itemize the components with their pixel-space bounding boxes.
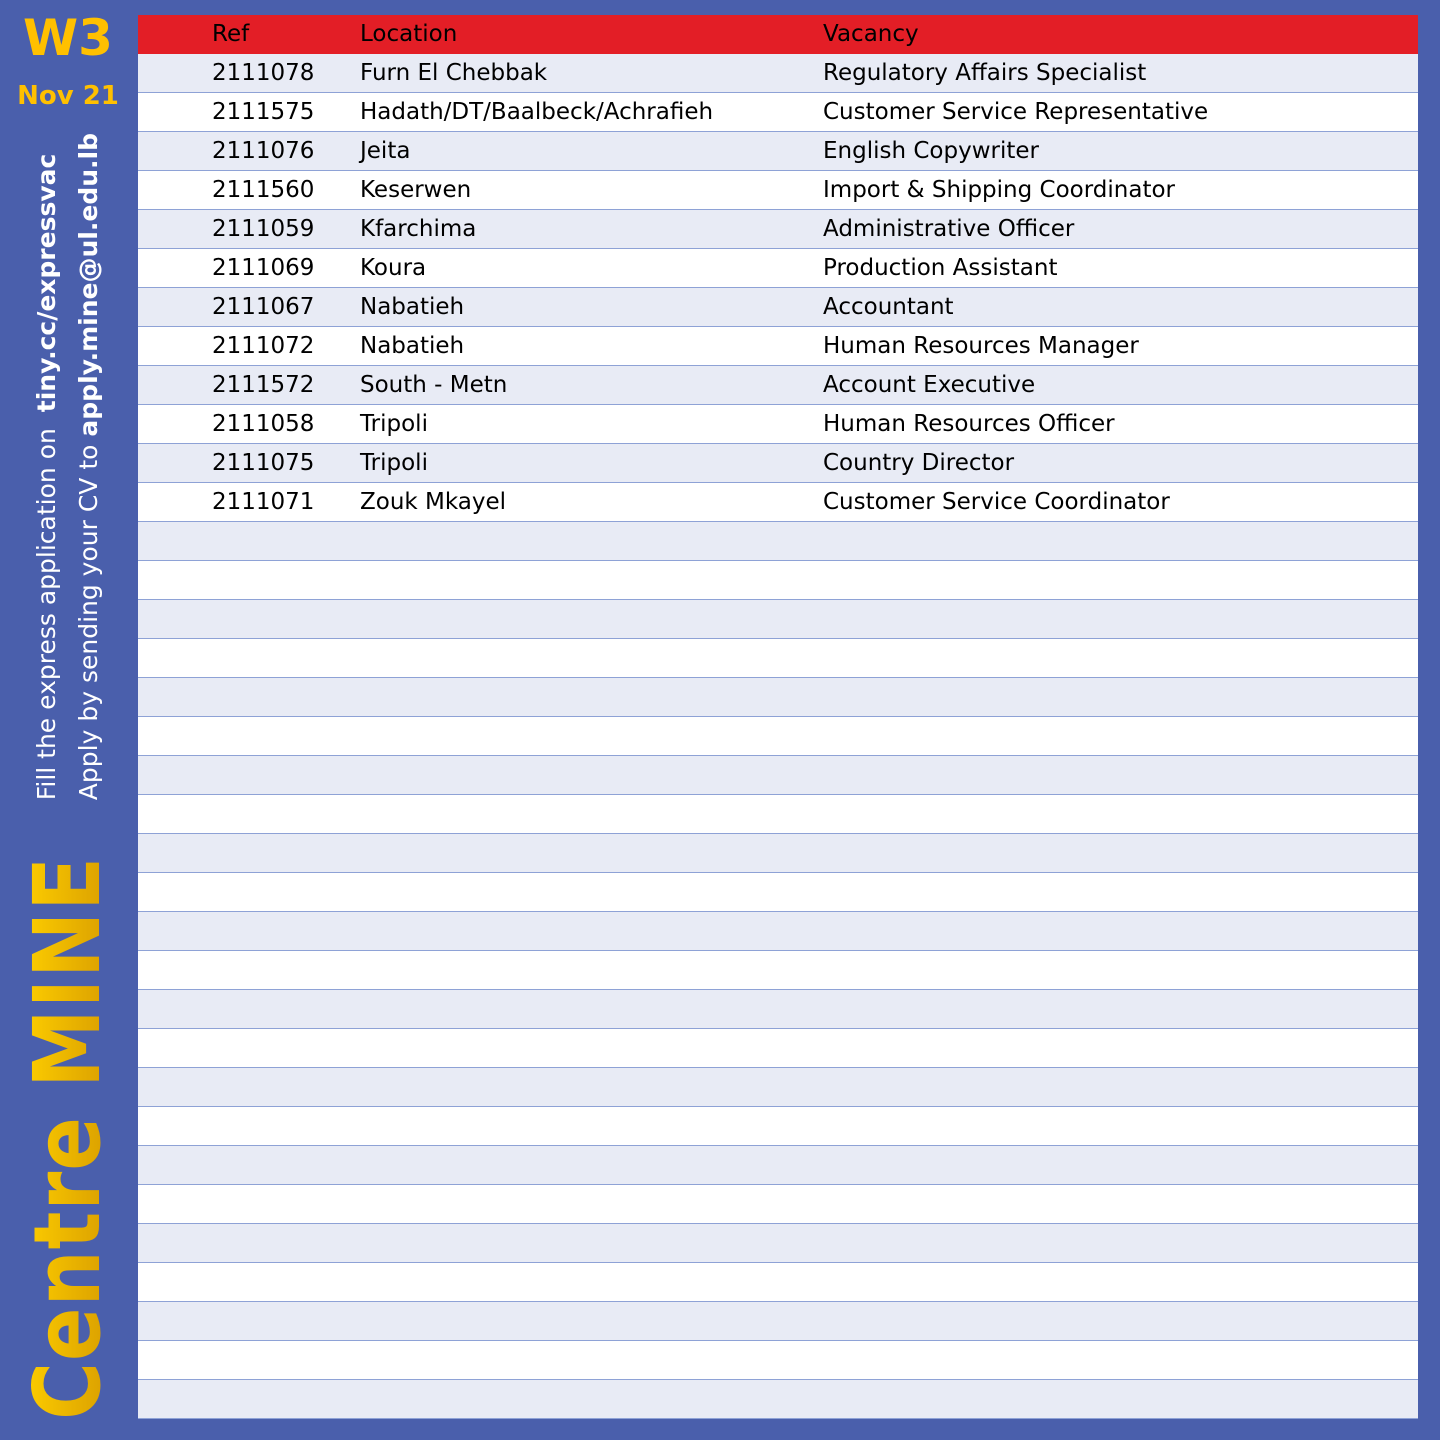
cell-vacancy [823,951,1418,989]
table-row [138,54,1418,93]
cell-vacancy [823,834,1418,872]
cell-ref [138,951,360,989]
cell-ref: 2111058 [212,411,315,437]
cell-vacancy [823,1380,1418,1418]
cell-location: Tripoli [360,411,428,437]
cell-vacancy [823,1224,1418,1262]
cell-ref: 2111560 [212,177,315,203]
cell-vacancy [823,990,1418,1028]
empty-table-row [138,717,1418,756]
cell-ref: 2111075 [212,450,315,476]
empty-table-row [138,795,1418,834]
cell-ref [138,1029,360,1067]
cell-location [360,561,823,599]
cell-vacancy [823,600,1418,638]
empty-table-row [138,1029,1418,1068]
empty-table-row [138,1146,1418,1185]
cell-location [360,834,823,872]
cell-location: Hadath/DT/Baalbeck/Achrafieh [360,99,714,125]
header-ref: Ref [212,21,250,47]
cell-vacancy: Administrative Officer [823,216,1075,242]
cell-vacancy [823,678,1418,716]
cell-vacancy [823,873,1418,911]
express-application-text: Fill the express application on [32,428,61,801]
cell-vacancy [823,1302,1418,1340]
empty-table-row [138,873,1418,912]
cell-ref [138,717,360,755]
empty-table-row [138,756,1418,795]
cell-ref: 2111071 [212,489,315,515]
cell-vacancy [823,795,1418,833]
cell-location [360,522,823,560]
cell-ref [138,600,360,638]
cell-ref [138,678,360,716]
cell-vacancy [823,522,1418,560]
cell-ref [138,1146,360,1184]
apply-email-link[interactable]: apply.mine@ul.edu.lb [74,133,103,437]
cell-vacancy [823,756,1418,794]
empty-table-row [138,600,1418,639]
cell-location: Tripoli [360,450,428,476]
table-header-row [138,15,1418,54]
empty-table-row [138,1302,1418,1341]
cell-vacancy [823,639,1418,677]
cell-location [360,678,823,716]
cell-location [360,873,823,911]
cell-vacancy: Account Executive [823,372,1036,398]
cell-ref [138,795,360,833]
cell-vacancy: Customer Service Coordinator [823,489,1170,515]
cell-location [360,600,823,638]
empty-table-row [138,1068,1418,1107]
cell-location [360,1146,823,1184]
cell-vacancy [823,1263,1418,1301]
empty-table-row [138,1185,1418,1224]
cell-ref [138,912,360,950]
cell-location [360,1302,823,1340]
table-row [138,210,1418,249]
cell-vacancy [823,1029,1418,1067]
cell-ref [138,1185,360,1223]
cell-vacancy: Accountant [823,294,954,320]
cell-vacancy: Production Assistant [823,255,1058,281]
apply-instructions [26,133,110,800]
cell-ref: 2111078 [212,60,315,86]
cell-ref [138,1224,360,1262]
cell-ref: 2111076 [212,138,315,164]
month-label: Nov 21 [17,81,119,111]
cell-ref [138,522,360,560]
cell-location [360,1107,823,1145]
table-row [138,444,1418,483]
empty-table-row [138,1380,1418,1419]
brand-name: Centre MINE [14,856,121,1420]
cell-ref [138,834,360,872]
cell-vacancy [823,561,1418,599]
table-row [138,288,1418,327]
cell-ref [138,1263,360,1301]
cell-location: South - Metn [360,372,508,398]
cell-location: Nabatieh [360,333,465,359]
cell-ref: 2111059 [212,216,315,242]
empty-table-row [138,561,1418,600]
cell-ref [138,1302,360,1340]
empty-table-row [138,1263,1418,1302]
table-row [138,483,1418,522]
cell-location: Furn El Chebbak [360,60,548,86]
cell-ref [138,639,360,677]
empty-table-row [138,912,1418,951]
cell-ref [138,1107,360,1145]
empty-table-row [138,951,1418,990]
cell-vacancy [823,1107,1418,1145]
vacancy-table [138,15,1418,1419]
table-row [138,171,1418,210]
empty-table-row [138,678,1418,717]
cell-ref [138,756,360,794]
header-location: Location [360,21,458,47]
cell-vacancy [823,1341,1418,1379]
cell-location [360,795,823,833]
cell-location: Keserwen [360,177,472,203]
send-cv-text: Apply by sending your CV to [74,444,103,801]
cell-location [360,990,823,1028]
cell-vacancy [823,1146,1418,1184]
cell-location [360,1263,823,1301]
table-row [138,132,1418,171]
send-cv-line [68,133,110,800]
table-row [138,93,1418,132]
empty-table-row [138,990,1418,1029]
cell-vacancy: Regulatory Affairs Specialist [823,60,1147,86]
cell-ref: 2111572 [212,372,315,398]
empty-table-row [138,522,1418,561]
cell-location: Kfarchima [360,216,477,242]
cell-location [360,1341,823,1379]
week-label: W3 [23,9,113,67]
cell-location [360,951,823,989]
cell-ref [138,873,360,911]
table-row [138,249,1418,288]
header-vacancy: Vacancy [823,21,919,47]
cell-location [360,1029,823,1067]
cell-ref: 2111067 [212,294,315,320]
cell-location [360,639,823,677]
cell-location [360,756,823,794]
empty-table-row [138,1107,1418,1146]
side-banner [12,120,124,1420]
cell-vacancy: Import & Shipping Coordinator [823,177,1175,203]
cell-location [360,912,823,950]
cell-location: Nabatieh [360,294,465,320]
cell-vacancy [823,717,1418,755]
cell-vacancy: Country Director [823,450,1015,476]
cell-location [360,717,823,755]
cell-location [360,1380,823,1418]
cell-ref: 2111575 [212,99,315,125]
cell-location [360,1185,823,1223]
cell-ref [138,561,360,599]
cell-ref [138,1068,360,1106]
cell-ref [138,990,360,1028]
cell-vacancy [823,1068,1418,1106]
empty-table-row [138,1341,1418,1380]
cell-ref [138,1341,360,1379]
cell-location [360,1224,823,1262]
cell-location: Jeita [360,138,411,164]
cell-ref [138,1380,360,1418]
empty-table-row [138,639,1418,678]
cell-ref: 2111072 [212,333,315,359]
table-row [138,327,1418,366]
express-application-line [26,133,68,800]
cell-location [360,1068,823,1106]
table-row [138,405,1418,444]
cell-vacancy: English Copywriter [823,138,1039,164]
cell-location: Zouk Mkayel [360,489,507,515]
cell-vacancy: Human Resources Officer [823,411,1115,437]
cell-ref: 2111069 [212,255,315,281]
cell-vacancy: Human Resources Manager [823,333,1139,359]
cell-vacancy [823,912,1418,950]
empty-table-row [138,834,1418,873]
empty-table-row [138,1224,1418,1263]
table-row [138,366,1418,405]
express-application-link[interactable]: tiny.cc/expressvac [32,153,61,413]
cell-vacancy: Customer Service Representative [823,99,1209,125]
cell-vacancy [823,1185,1418,1223]
cell-location: Koura [360,255,427,281]
